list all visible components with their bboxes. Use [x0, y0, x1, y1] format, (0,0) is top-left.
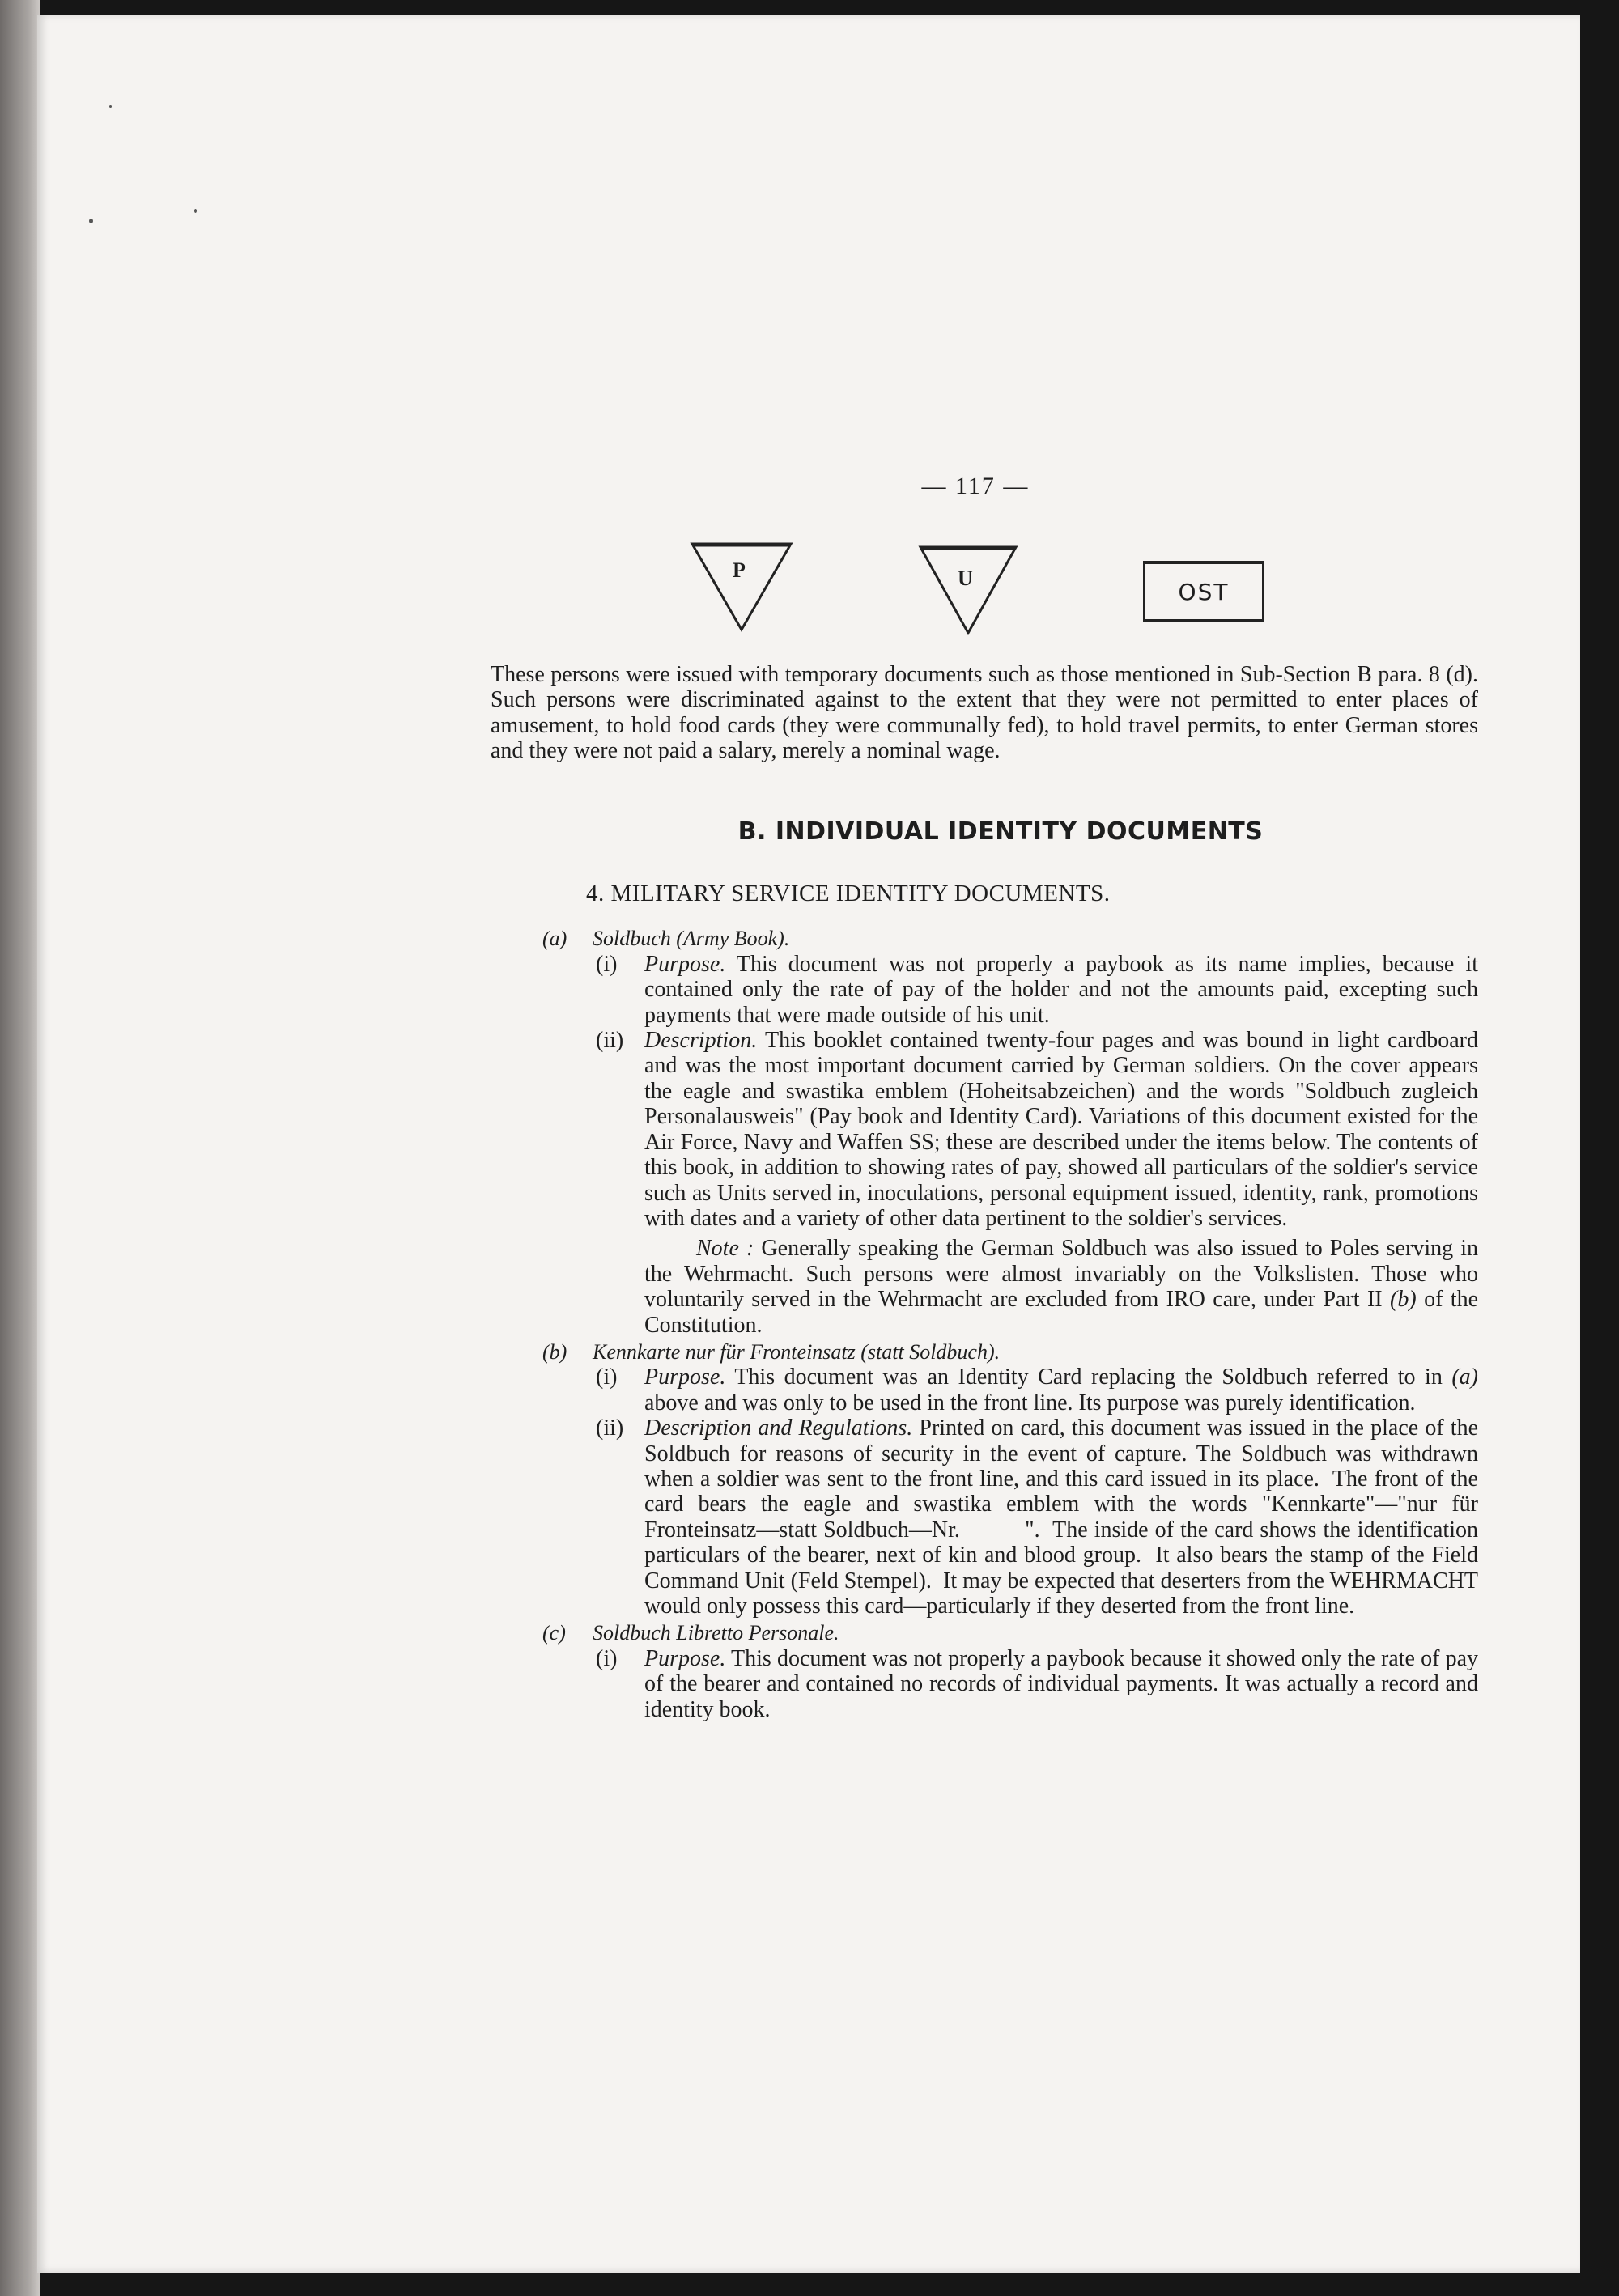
term: Purpose. [644, 1645, 726, 1671]
badge-u-letter: U [958, 567, 973, 590]
item-label: (i) [596, 951, 618, 977]
term: Note : [696, 1236, 754, 1262]
paragraph-text: This document was an Identity Card replacing the Soldbuch referred to in [725, 1364, 1452, 1390]
subsection-heading: 4. MILITARY SERVICE IDENTITY DOCUMENTS. [586, 881, 1111, 907]
term: Description. [644, 1028, 758, 1054]
item-label: (ii) [596, 1415, 624, 1441]
paragraph-text: above and was only to be used in the front line. Its purpose was purely identification. [644, 1390, 1416, 1415]
inverted-triangle-icon [690, 541, 793, 633]
intro-paragraph: These persons were issued with temporary documents such as those mentioned in Sub-Section B para. 8 (d). Such persons were discriminated against to the extent that they were not permitted to enter places of amusement, to hold food cards (they were communally fed), to hold travel permits, to enter German stores and they were not paid a salary, merely a nominal wage. [491, 662, 1478, 764]
page-number: — 117 — [921, 473, 1030, 499]
item-a-purpose [596, 952, 1478, 1028]
item-b-description [596, 1415, 1484, 1619]
item-b-title [542, 1339, 1478, 1364]
term: Purpose. [644, 951, 726, 977]
paragraph-text: of the Constitution. [644, 1287, 1479, 1338]
item-label: (a) [542, 927, 567, 951]
item-title: Soldbuch (Army Book). [593, 927, 790, 951]
item-label: (i) [596, 1364, 618, 1390]
item-a-note [644, 1236, 1478, 1338]
paragraph-text: This booklet contained twenty-four pages and was bound in light cardboard and was the most important document carried by German soldiers. On the cover appears the eagle and swastika emblem (Hoheitsabzeichen) and the words "Soldbuch zugleich Personalausweis" (Pay book and Identity Card). Variations of this document existed for the Air Force, Navy and Waffen SS; these are described under the items below. The contents of this book, in addition to showing rates of pay, showed all particulars of the soldier's service such as Units served in, inoculations, personal equipment issued, identity, rank, promotions with dates and a variety of other data pertinent to the soldier's services. [644, 1028, 1478, 1231]
document-body [491, 662, 1484, 1722]
reference: (b) [1390, 1287, 1417, 1313]
item-label: (i) [596, 1645, 618, 1671]
previous-page-edge [0, 0, 40, 2296]
paragraph-text: Generally speaking the German Soldbuch was also issued to Poles serving in the Wehrmacht. Such persons were almost invariably on the Volkslisten. Those who voluntarily served in the Wehrmacht are excluded from IRO care, under Part II [644, 1236, 1478, 1313]
paragraph-text: This document was not properly a paybook because it showed only the rate of pay of the bearer and contained no records of individual payments. It was actually a record and identity book. [644, 1645, 1478, 1722]
term: Description and Regulations. [644, 1415, 913, 1441]
item-a-description [596, 1028, 1478, 1231]
item-label: (ii) [596, 1028, 624, 1054]
section-heading: B. INDIVIDUAL IDENTITY DOCUMENTS [737, 817, 1264, 846]
item-c-purpose [596, 1646, 1478, 1722]
item-b-purpose [596, 1364, 1478, 1415]
item-a-title [542, 926, 1478, 951]
badge-p-letter: P [733, 558, 746, 582]
item-label: (c) [542, 1621, 566, 1645]
item-title: Soldbuch Libretto Personale. [593, 1621, 839, 1645]
term: Purpose. [644, 1364, 726, 1390]
badge-ost: OST [1143, 561, 1264, 622]
item-label: (b) [542, 1339, 567, 1364]
reference: (a) [1451, 1364, 1478, 1390]
item-title: Kennkarte nur für Fronteinsatz (statt Soldbuch). [593, 1339, 1001, 1364]
paragraph-text: This document was not properly a paybook as its name implies, because it contained only the rate of pay of the holder and not the amounts paid, excepting such payments that were made outside of his unit. [644, 951, 1478, 1028]
item-c-title [542, 1620, 1478, 1645]
paragraph-text: Printed on card, this document was issued in the place of the Soldbuch for reasons of security in the event of capture. The Soldbuch was withdrawn when a soldier was sent to the front line, and this card issued in its place. The front of the card bears the eagle and swastika emblem with the words "Kennkarte"—"nur für Fronteinsatz—statt Soldbuch—Nr. ". The inside of the card shows the identification particulars of the bearer, next of kin and blood group. It also bears the stamp of the Field Command Unit (Feld Stempel). It may be expected that deserters from the WEHRMACHT would only possess this card—particularly if they deserted from the front line. [644, 1415, 1484, 1619]
